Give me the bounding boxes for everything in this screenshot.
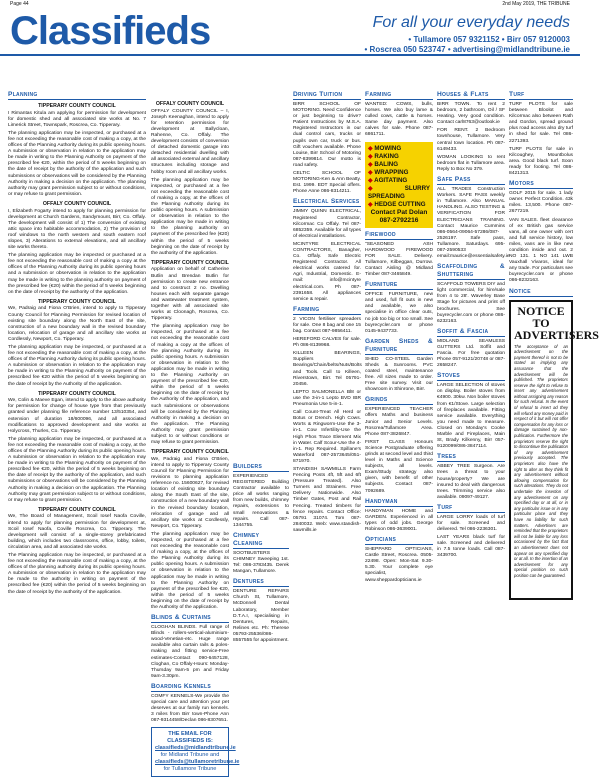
notice-text: We, Padraig and Fiona O'Brien, intend to apply to Tipperary County Council for Planning Permission for revisions to planning application reference no. 15600627, for revised location of existing site boundary along the South East of the site, construction of a new boundary wall in the revised boundary location, relocation of garage and all ancillary site works at Cordlessly, Newport, Co. Tipperary.: [151, 456, 229, 529]
header-contact: [365, 14, 570, 55]
notice-text: We, Padraig and Fiona O'Brien, intend to apply to Tipperary County Council for Planning Permission for revised location of existing site boundary along the North East of the site, construction of a new boundary wall in the revised boundary location, relocation of garage and all ancillary site works at Cordlessly, Newport, Co. Tipperary.: [8, 306, 146, 342]
section-heading: Opticians: [365, 536, 433, 545]
ad-text: ABBEY TREE Surgeon. Are trees a threat to your house/property? We are insured to deal with dangerous trees. Trimming service also available. 09097-49127.: [437, 464, 505, 500]
ad-text: LAST YEARS black turf for sale. Screened and delivered in 7.5 tonne loads. Call 087-3439700.: [437, 535, 505, 559]
notice-text: OFFALY COUNTY COUNCIL – I, Joseph Keenaghan, intend to apply for retention permission for development at Ballycloan, Rahenne, Co. Offaly. The development consists of conversion of detached domestic garage into detached residential dwelling with all associated external and ancillary structures including storage and hobby room and all ancillary works.: [151, 108, 229, 175]
issue-date: 2nd May 2019, THE TRIBUNE: [502, 1, 570, 7]
bullet-icon: ◆: [368, 145, 373, 152]
ad-text: ALL TRADES Construction Workers. SAFE PASS weekly in Tullamore. Also MANUAL HANDLING. ALSO TESTING & VERIFICATION FOR ELECTRICIANS TRAINING. Contact Maurice Cummins 086-0564-09064-57286/087-2526197. Safe pass, Tullamore. Saturdays. 695-087-2590533 email:maurice@essentialsafety.ie: [437, 187, 510, 260]
section-heading: Houses & Flats: [437, 91, 505, 100]
section-heading: Blinds & Curtains: [151, 614, 229, 623]
email-box: [151, 727, 240, 777]
page-number: Page 44: [10, 1, 29, 7]
ad-text: FOR RENT. 2 Bedroom townhouse, Tullamore. Very central town location. Ph 087-6149433.: [437, 128, 505, 152]
email-caption: for Midland Tribune and: [160, 752, 220, 759]
ad-text: HANDYMAN HOME and GARDEN. Experienced in all types of odd jobs. George Robinson 086-3639001.: [365, 508, 433, 532]
notice-title: NOTICE TO ADVERTISERS: [514, 303, 599, 342]
phone-line-1: • Tullamore 057 9321152 • Birr 057 9120003: [408, 35, 570, 44]
slogan: For all your everyday needs: [372, 14, 570, 31]
section-heading: Soffit & Fascia: [437, 328, 505, 337]
section-heading: Garden Sheds & Furniture: [365, 337, 433, 353]
ad-text: VAN SALES. fleet clearance of ex British gas service vans, all one owner with cert and full service history, low miles, vans are in like new condition inside and out. 2 NO 131. 1 NO 141 LWB Vauxhall Vivaros, ideal for any trade. For particulars see buyrecycler.com or phone 086-8232163.: [509, 217, 573, 284]
section-heading: Stoves: [437, 372, 505, 381]
bullet-icon: ◆: [368, 185, 388, 192]
ad-text: EXPERIENCED REGISTERED Building Contractor available to price all works ranging from new builds, chimney repairs, extensions to small renovations & repairs. Call 087-1344755.: [233, 474, 289, 528]
column-houses: [437, 88, 510, 728]
notice-text: The planning application may be inspected or purchased at a fee not exceeding the reasonable cost of making a copy at the offices of the Planning Authority during its public opening hours and a submission or observation in relation to the application may be made in writing to the planning authority on payment of the prescribed fee (€20) within the period of 5 weeks beginning on the date of receipt by the authority of the application.: [8, 253, 146, 295]
column-planning-2: [151, 88, 240, 773]
bullet-icon: ◆: [368, 169, 373, 176]
ad-text: GOLF 2015 for sale. 1 lady owner. Perfect Condition. 43k miles. 13,500. Phone 087-2677219.: [509, 191, 573, 215]
ad-text: SOOTBUSTERS CHIMNEY Sweeping 1st. Tel: 086-3783435. Derek Mangan, Tullamore.: [233, 550, 289, 575]
contact-line: Contact Pat Dolan 087-2792216: [370, 208, 428, 224]
section-heading: Furniture: [365, 281, 433, 290]
notice-heading: TIPPERARY COUNTY COUNCIL: [151, 259, 229, 266]
ad-text: EXPERIENCED TEACHER offers Maths and business Junior and Senior Levels. Roscrea/Tullamore Area. Phone 087-3826847.: [365, 407, 433, 437]
section-heading: Scaffolding & Shuttering: [437, 263, 505, 279]
section-heading: Farming: [293, 306, 361, 315]
notice-text: The planning application may be inspected, or purchased at a fee not exceeding the reasonable cost of making a copy, at the offices of the Planning Authority during its public opening hours. A submission or observation in relation to the application may be made in writing to the Planning Authority on payment of the prescribed fee €20, within the period of 5 weeks beginning on the date of receipt by the authority of the application and such submissions or observations will be considered by the Planning Authority in making a decision on the application. The planning authority may grant permission subject to or without conditions, or may refuse to grant permission.: [8, 130, 146, 197]
notice-text: The planning application may be inspected, or purchased at a fee not exceeding the reasonable cost of making a copy, at the offices of the Planning Authority during its public opening hours. A submission or observation in relation to the application may be made in writing to the Planning Authority on payment of the prescribed fee €20, within the period of 5 weeks beginning on the date of receipt by the Authority of the application.: [151, 531, 229, 610]
classifieds-columns: [8, 88, 599, 773]
service-item: ◆ MOWING: [368, 144, 402, 152]
bullet-icon: ◆: [368, 153, 373, 160]
section-heading: Turf: [437, 504, 505, 513]
page-topline: [0, 0, 580, 8]
ad-text: LEPTO SALMONELLA Bl8 or use the 3-in-1 Lepto BVD IBR Pneumonia Use 5-in-1.: [293, 389, 361, 408]
section-heading: Dentures: [233, 578, 289, 587]
ad-text: TURF PLOTS for sale in Kilcoughey, Mountbolus area. Good black turf. Soon ready for footing. Tel 086-8421313.: [509, 146, 573, 177]
ad-text: FIRST CLASS Honours Science Postgraduate offering grinds at second level and third level in Maths and Science subjects, all levels. Exam/Study strategy also given, with benefit of other subjects. Contact 087-7092689.: [365, 439, 433, 494]
ad-text: SCAFFOLD TOWERS DIY and light commercial, for hire/sale from 4 to 28'. Waverley Base Stage for pictures and print off brochures. See buyrecycler.com or phone 086-6232163.: [437, 282, 505, 324]
ad-text: KILLEEN BEARINGS, Suppliers Bearings/Chain/belts/Nuts/Bolts and Tools. Call to Killeen, Riverstown, Birr. Tel 05791-20456.: [293, 351, 362, 387]
ad-text: LARGE SELECTION of stoves on display. Boiler stoves from €4900. 30kw. Non boiler stoves from €1/Stove. Large selection of fireplaces available. Fitting service available. Everything you need made to measure. Closed on Monday's Cooke Marble and Fireplaces, Main St, Brady Kilkenny, Birr 057-9120099/086-3847114.: [437, 383, 505, 450]
notice-text: We, Colin & Maeve Egan, intend to apply to the above authority for permission for change of house type from that previously granted under planning file reference number 13/510354, and extension of duration 18/600096, and all associated modifications to approved development and site works at Holycross, Thurles, Co. Tipperary.: [8, 398, 146, 434]
section-heading: Driving Tuition: [293, 91, 361, 100]
section-heading: Grinds: [365, 396, 433, 405]
section-heading: Motors: [509, 180, 573, 189]
ad-text: DENTURE REPAIRS Church St, Tullamore, McDonnell Dental Laboratory, Member D.T.A.I, specialising in Dentures, Repairs, Relines etc. Ph: Therese 05793-25536/086-8557555 for appointment.: [233, 589, 289, 643]
section-heading: Builders: [233, 463, 289, 472]
ad-text: WANTED: COWS, bulls, horses. We also buy lame & culled cows, cattle & horses. Same day payment. Also calves for sale. Phone 087-6861711.: [365, 102, 433, 138]
email-box-title: THE EMAIL FOR CLASSIFIEDS IS:: [167, 731, 213, 745]
service-item: ◆ HEDGE CUTTING: [368, 200, 426, 208]
section-heading: Boarding Kennels: [151, 683, 229, 692]
ad-text: BIRR SCHOOL OF MOTORING. Need Confidence or just beginning to drive? Patient Instructions by M.S.A. Registered Instructors in our dual control cars, trucks or pupils own car, truck or bus. Gift vouchers available. Phone Louise, Birr School of Motoring 087-8399814. Our motto is road safety.: [293, 102, 361, 168]
ad-text: WOMAN LOOKING to rent bedroom flat in Tullamore area. Reply to Box No 379.: [437, 154, 505, 172]
notice-text: We, The Board of Management, Scoil Iosef Naofa Coville, intend to apply for planning permission for development at, Scoil Iosef Naofa, Coville Roscrea, Co. Tipperary. The development will consist of a single-storey prefabricated building, which includes two classrooms, office, lobby, toilets, circulation area, and all associated site works.: [8, 514, 146, 550]
section-heading: Handyman: [365, 498, 433, 507]
bullet-icon: ◆: [368, 201, 373, 208]
notice-text: I Rimantas Kitula am applying for permission for development for domestic shed and all associated site works at No. 7 Limerick Street, Townspark, Roscrea, Co. Tipperary.: [8, 110, 146, 128]
ad-text: STANDISH SAWMILLS Farm Fencing Posts 4ft, 5ft and 6ft (Pressure Treated). Also Turners and Strainers. Free Delivery Nationwide. Also Timber Gates, Post and Rail Fencing. Treated timbers for fence repairs. Contact Office: 05791 31074. Tom 087-2840032. Web: www.standish-sawmills.ie: [293, 466, 361, 533]
notice-text: The planning application may be inspected, or purchased at a fee not exceeding the reasonable cost of making a copy, at the offices of the Planning Authority during its public opening hours. A submission or observation in relation to the application may be made in writing to the Planning Authority on payment of the prescribed fee €20 within the period of 5 weeks beginning on the date of receipt by the Authority of the application.: [8, 344, 146, 387]
classifieds-header: [0, 8, 580, 56]
notice-heading: TIPPERARY COUNTY COUNCIL: [38, 298, 116, 305]
ad-text: CLOGHAN BLINDS. Full range of Blinds - rollers-vertical-aluminium-wood-Venetian-etc. Huge range available also curtain rails & poles-making and fitting service-Free estimates-Contact 090-6457128, Cloghan, Co Offaly-Hours: Monday-Thursday 9am-5 pm and Friday 9am-3.30pm.: [151, 625, 229, 679]
column-farming: [365, 88, 433, 728]
section-heading: Notice: [509, 288, 573, 297]
notice-text: I, Elizabeth Fogarty intend to apply for planning permission for development at Church Gardens, Sandymount, Birr, Co. Offaly. The development will consist of 1) The conversion of existing attic space into habitable accommodation, 2) The provision of roof windows to the north western and south eastern roof slopes, 3) Alterations to external elevations, and all ancillary site works thereto.: [8, 208, 146, 251]
section-heading: Chimney Cleaning: [233, 532, 289, 549]
bullet-icon: ◆: [368, 177, 373, 184]
email-caption: for Tullamore Tribune: [163, 766, 217, 773]
service-item: ◆ RAKING: [368, 152, 399, 160]
column-driving: [293, 88, 361, 728]
ad-text: OFFICE FURNITURE, new and used, full fit outs in new and available, we also specialise in office clear outs, no job too big or too small. See buyrecycler.com or phone 0145-9437733.: [365, 292, 433, 334]
column-turf-motors: [509, 88, 599, 728]
section-heading: Trees: [437, 453, 505, 462]
section-heading: Electrical Services: [293, 198, 360, 206]
section-heading: Turf: [509, 91, 573, 100]
ad-text: JIMMY QUINN ELECTRICAL, Registered Contractor, Kilcormac Co Offaly. Tel 087-6852359. Available for all types of electrical installations.: [293, 209, 361, 239]
service-item: ◆ AGITATING: [368, 176, 408, 184]
contracting-ad: [365, 142, 433, 228]
notice-heading: OFFALY COUNTY COUNCIL: [42, 200, 112, 207]
section-heading: Safe Pass: [437, 176, 505, 185]
ad-text: Call Count-Treat All Herd or Botus or Drench. High Cows. Worts & Ringworm-Use the 3-in-1. Cow Infertility-Use the High Phos Trace Element Mix in Water. Calf Scour-Use the 4-in-1. Rep Required. Spillane's Waterford 087-2573645/051-871970.: [293, 410, 361, 464]
ad-text: MCINTYRE ELECTRICAL CONTRACTORS, Banagher, Co. Offaly. Safe Electric Registered Contractor. All electrical works catered for. Agri, Industrial, Domestic. E-mail: info@mcintyre electrical.com. Ph 087-2391658. All appliances service & repair.: [293, 241, 361, 302]
notice-text: The planning application may be inspected, or purchased at a fee not exceeding the reasonable cost of making a copy, at the offices of the Planning Authority during its public opening hours. A submission or observation in relation to the application may be made in writing to the Planning Authority on payment of the prescribed fee €20, within the period of 5 weeks beginning on the date of receipt by the authority of the application, and such submissions or observations will be considered by the Planning Authority in making a decision on the application. The Planning Authority may grant permission subject to or without conditions, or may refuse to grant permission.: [8, 436, 146, 503]
notice-heading: TIPPERARY COUNTY COUNCIL: [38, 390, 116, 397]
column-builders: [233, 88, 289, 728]
ad-text: COMFY KENNELS-We provide the special care and attention your pet deserves at our family run kennels. 3 miles from Birr town-Phone Ann 087-9314458/Declan 086-8307651.: [151, 693, 229, 724]
section-heading: Farming: [365, 91, 433, 100]
ad-text: TURF PLOTS for sale between Bloolot and Kilcormac also between Rath and Gordon, spread ground plus road access also dry turf in shed for sale. Tel 086-2271393.: [509, 102, 573, 144]
notice-heading: TIPPERARY COUNTY COUNCIL: [38, 506, 116, 513]
service-item: ◆ WRAPPING: [368, 168, 409, 176]
ad-text: CELTIC SCHOOL OF MOTORING-Ken & Ann Beatty. Est. 1999. EDT Special offers. Phone Anne 086-8314211.: [293, 171, 361, 195]
phone-line-2: • Roscrea 050 523747 • advertising@midlandtribune.ie: [364, 45, 570, 54]
ad-text: MIDLAND SEAMLESS GUTTERS Ltd. Soffit and Fascia. For free quotation Phone 057-9121/20748 or 087-2658247.: [437, 338, 505, 369]
ad-text: SHEPPARD OPTICIANS, Castle Street, Roscrea. 0505-22498. Open: Mon-Sat 9.30-5.30. Your complete eye specialist, www.sheppardopticians.ie: [365, 547, 433, 583]
email-link-midland[interactable]: classifieds@midlandtribune.ie: [155, 745, 236, 752]
notice-heading: TIPPERARY COUNTY COUNCIL: [38, 103, 116, 109]
column-continuation: [233, 88, 289, 460]
ad-text: "SEASONED ASH HARDWOOD FIREWOOD FOR SALE. Delivery. Tullamore, Kilbeggan, Durrow. Contact Aisling @ Midland Timber 087-3465849.: [365, 241, 433, 278]
notice-body: The acceptance of an advertisement on the payment thereof is not to be stated as implying any assurance that the advertisement will be published. The proprietors reserve the right to refuse to insert any advertisement without assigning any reason for such refusal. In the event of refusal to insert ad they will refund any money paid in respect of it but will not offer compensation for any loss or damage sustained by non-publication. Furthermore the proprietors reserve the right to discontinue the publication of any advertisement previously accepted. The proprietors also have the right to alter as they think fit any advertisement without allowing compensation for such alterations. They do not undertake the insertion of any advertisement on any specified day or at all, or in any particular issue or in any particular place and they have no liability for such matters. Advertisers are reminded that the proprietors will not be liable for any loss occasioned by the fact that an advertisement does not appear on any specified day or at all. In the insertion of an advertisement for any special position no such position can be guaranteed.: [514, 343, 569, 578]
section-heading: Planning: [8, 91, 146, 100]
email-link-tullamore[interactable]: classifieds@tullamoretribune.ie: [155, 759, 240, 766]
notice-to-advertisers-box: [509, 300, 599, 600]
notice-heading: OFFALY COUNTY COUNCIL: [155, 101, 225, 107]
section-heading: Firewood: [365, 231, 433, 240]
bullet-icon: ◆: [368, 161, 373, 168]
notice-text: Application on behalf of Catherine Butlin and Brendan Butlin for permission to create new entrance and to construct 2 no. Dwelling houses each with separate garage and wastewater treatment system, together with all associated site works at Cloonagh, Roscrea, Co. Tipperary.: [151, 267, 229, 322]
notice-text: The Planning application may be inspected, or purchased at a fee not exceeding the reasonable cost of making a copy, at the offices of the planning authority during its public opening hours. A submission or observation in relation to the application may be made to the authority in writing on payment of the prescribed fee (€20) within the period of 5 weeks beginning on the date of receipt by the authority of the application.: [8, 552, 146, 595]
service-item: ◆ SLURRY SPREADING: [368, 184, 430, 200]
notice-text: The planning application may be inspected, or purchased at a fee not exceeding the reasonable cost of making a copy at the offices of the planning Authority during its public opening hours. A submission or observation in relation to the application may be made in writing to the Planning Authority on payment of the prescribed fee €20, within the period of 5 weeks beginning on the date of receipt by the Authority of the application, and such submissions or observations will be considered by the Planning Authority in making a decision on the application. The Planning Authority may grant permission subject to or without conditions or may refuse to grant permission.: [151, 324, 229, 446]
ad-text: BIRR TOWN. To rent 2 bedroom, 2 bathroom, Oil / SF Heating. Very good condition. Contact carl8763@outlook.ie: [437, 102, 505, 126]
notice-heading: TIPPERARY COUNTY COUNCIL: [151, 449, 229, 456]
ad-text: HEREFORD CALVES for sale. Ph 086-8139968.: [293, 337, 361, 349]
column-planning: [8, 88, 146, 728]
page-title: Classifieds: [10, 9, 211, 53]
ad-text: LARGE LORRY loads of turf for sale. Screened and delivered. Tel 086-2236301.: [437, 514, 505, 533]
service-item: ◆ BALING: [368, 160, 399, 168]
notice-text: The planning application may be inspected, or purchased at a fee not exceeding the reasonable cost of making a copy, at the offices of the Planning Authority during its public opening hours. A submission or observation in relation to the application may be made in writing to the planning authority on payment of the prescribed fee (€20) within the period of 5 weeks beginning on the date of receipt by the authority of the application.: [151, 177, 229, 256]
ad-text: 2 VICON fertiliser spreaders for sale. One 8 bag and one 15 bag. Contact 087-9856411.: [293, 316, 361, 334]
ad-text: SHED CO-STEEL Garden Sheds & Sunrooms. PVC coated steel, maintenance free. All sizes made to order. Free site survey. Visit our showroom in Shinrone, Birr.: [365, 356, 433, 393]
